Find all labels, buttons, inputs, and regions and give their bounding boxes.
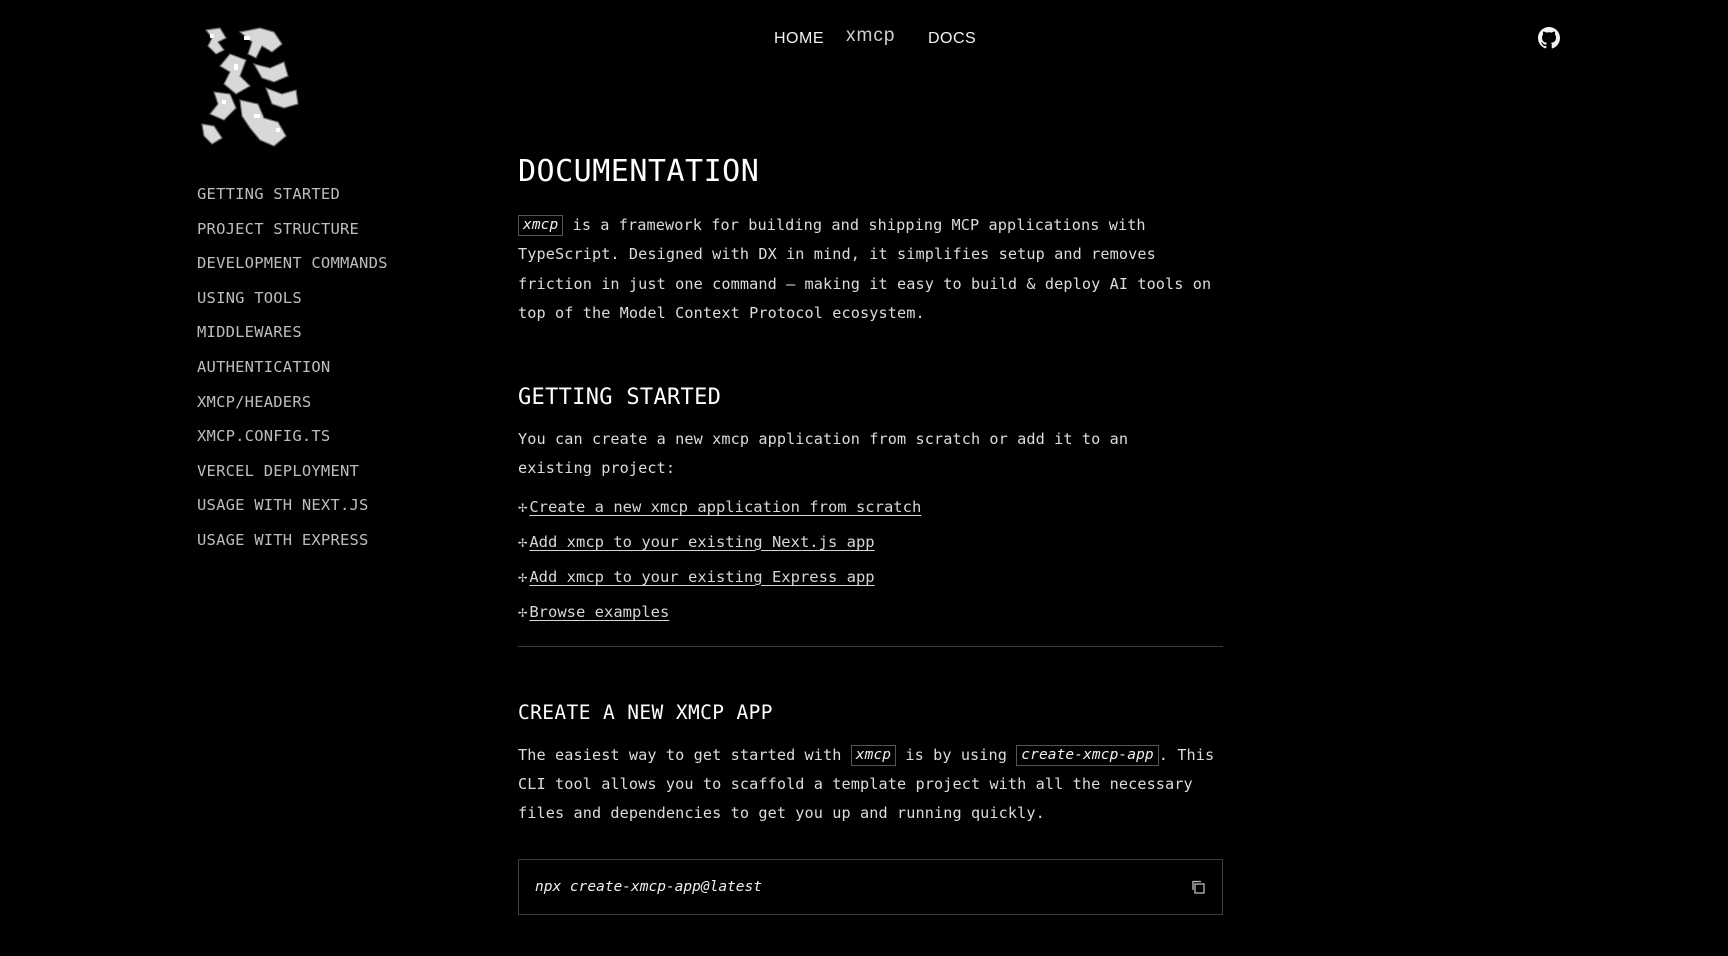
sidebar-item-usage-express[interactable]: USAGE WITH EXPRESS <box>197 530 369 549</box>
main-content <box>518 150 1223 915</box>
nav-docs-link[interactable]: DOCS <box>928 30 977 47</box>
bullet-icon: ✢ <box>518 532 528 551</box>
copy-icon[interactable] <box>1190 879 1206 895</box>
bullet-icon: ✢ <box>518 602 528 621</box>
sidebar-item-xmcp-headers[interactable]: XMCP/HEADERS <box>197 392 312 411</box>
sidebar-item-using-tools[interactable]: USING TOOLS <box>197 288 302 307</box>
sidebar-item-xmcp-config[interactable]: XMCP.CONFIG.TS <box>197 427 331 446</box>
section-divider <box>518 646 1223 647</box>
create-app-heading: CREATE A NEW XMCP APP <box>518 700 773 724</box>
top-navigation <box>0 25 1728 52</box>
sidebar-item-project-structure[interactable]: PROJECT STRUCTURE <box>197 219 360 238</box>
sidebar-item-development-commands[interactable]: DEVELOPMENT COMMANDS <box>197 254 388 273</box>
command-text: npx create-xmcp-app@latest <box>535 878 762 895</box>
link-add-express[interactable]: Add xmcp to your existing Express app <box>529 567 875 586</box>
command-code-block <box>518 859 1223 915</box>
inline-code-xmcp: xmcp <box>851 745 896 766</box>
sidebar-item-authentication[interactable]: AUTHENTICATION <box>197 357 331 376</box>
sidebar-item-middlewares[interactable]: MIDDLEWARES <box>197 323 302 342</box>
nav-home-link[interactable]: HOME <box>774 30 824 47</box>
nav-xmcp-link[interactable]: xmcp <box>846 25 896 46</box>
list-item <box>518 566 1223 601</box>
inline-code-create-xmcp-app: create-xmcp-app <box>1016 745 1158 766</box>
list-item <box>518 601 1223 636</box>
intro-paragraph: xmcp is a framework for building and shipping MCP applications with TypeScript. Designed with DX in mind, it simplifies setup and removes friction in just one command — making it easy to build & deploy AI tools on top of the Model Context Protocol ecosystem. <box>518 216 1212 322</box>
list-item <box>518 531 1223 566</box>
sidebar-item-vercel-deployment[interactable]: VERCEL DEPLOYMENT <box>197 461 360 480</box>
sidebar-item-getting-started[interactable]: GETTING STARTED <box>197 185 340 203</box>
sidebar-navigation <box>197 182 497 563</box>
list-item <box>518 496 1223 531</box>
link-create-new-app[interactable]: Create a new xmcp application from scratch <box>529 497 922 516</box>
sidebar-item-usage-nextjs[interactable]: USAGE WITH NEXT.JS <box>197 496 369 515</box>
getting-started-heading: GETTING STARTED <box>518 385 722 411</box>
link-browse-examples[interactable]: Browse examples <box>529 602 670 621</box>
link-add-nextjs[interactable]: Add xmcp to your existing Next.js app <box>529 532 875 551</box>
create-app-paragraph: The easiest way to get started with xmcp is by using create-xmcp-app . This CLI tool allows you to scaffold a template project with all the necessary files and dependencies to get you up and running quickly. <box>518 745 1215 823</box>
github-icon[interactable] <box>1538 27 1560 49</box>
getting-started-paragraph: You can create a new xmcp application from scratch or add it to an existing project: <box>518 430 1129 478</box>
bullet-icon: ✢ <box>518 567 528 586</box>
page-title: DOCUMENTATION <box>518 154 760 189</box>
inline-code-xmcp: xmcp <box>518 215 563 236</box>
getting-started-links <box>518 496 1223 636</box>
bullet-icon: ✢ <box>518 497 528 516</box>
